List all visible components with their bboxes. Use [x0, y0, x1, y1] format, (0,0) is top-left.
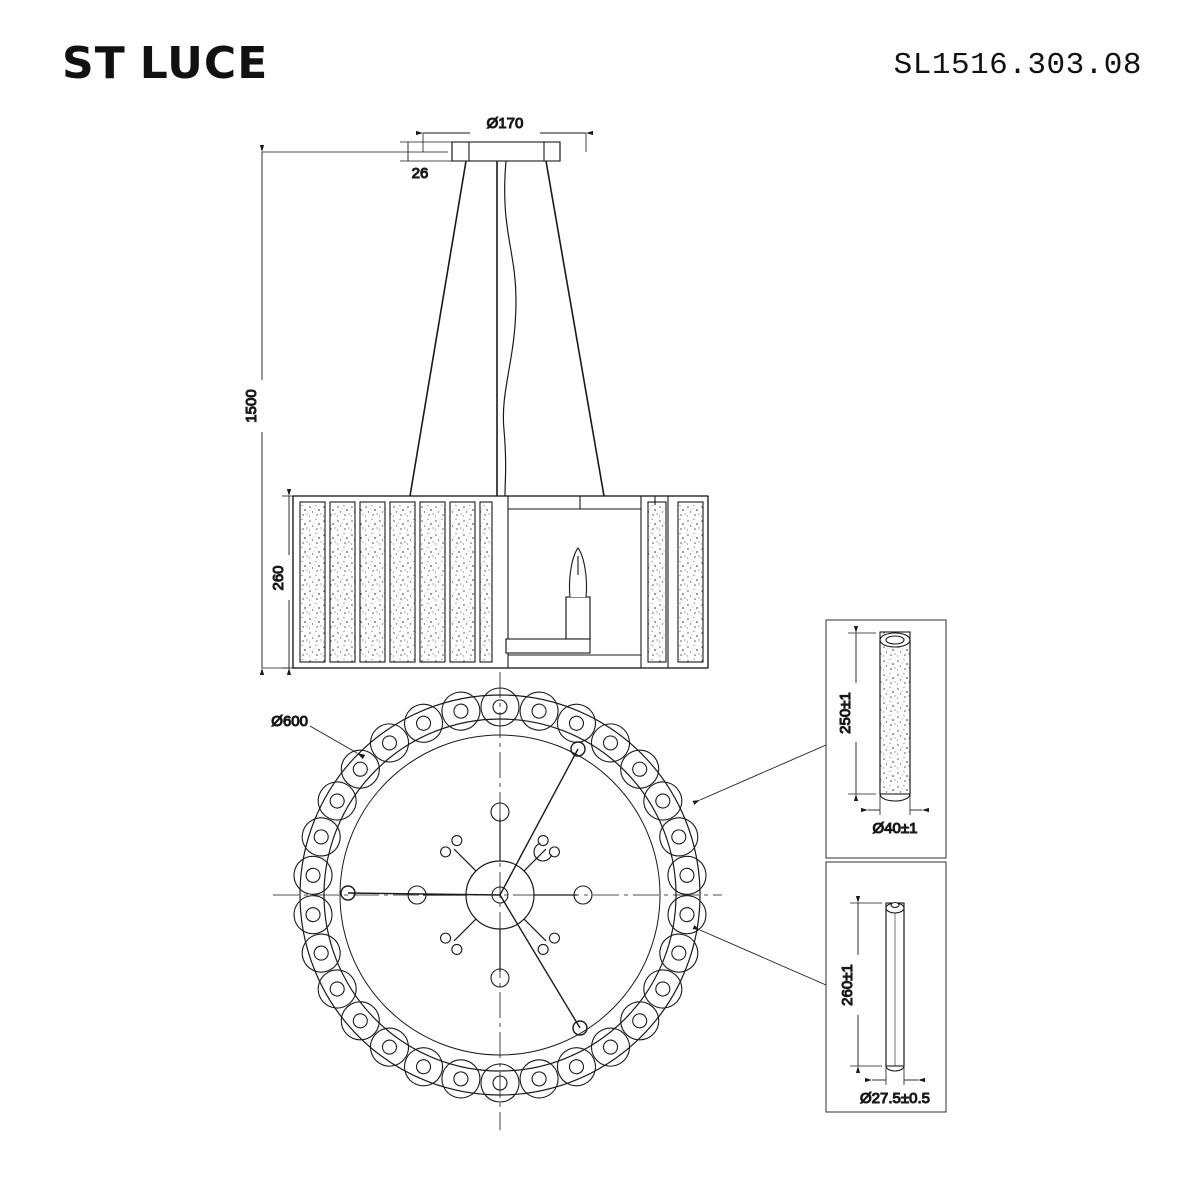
dimension-glass-rod-diameter	[860, 1066, 930, 1107]
dimension-label-shade-height: 260	[270, 565, 287, 591]
ceiling-canopy	[452, 142, 560, 161]
dimension-label-crystal-tube-height: 250±1	[837, 692, 854, 734]
crystal-tube-part	[880, 632, 910, 801]
dimension-label-glass-rod-diameter: Ø27.5±0.5	[860, 1090, 930, 1107]
dimension-label-total-height: 1500	[243, 389, 260, 423]
dimension-glass-rod-height	[839, 903, 882, 1066]
dimension-canopy-height	[400, 142, 455, 182]
plan-suspension-spokes	[341, 742, 587, 1035]
article-number: SL1516.303.08	[893, 48, 1142, 83]
glass-rod-detail	[700, 862, 946, 1112]
brand-logo-luce: LUCE	[139, 38, 269, 89]
dimension-label-glass-rod-height: 260±1	[839, 964, 856, 1006]
brand-logo-st: ST	[62, 38, 126, 89]
plan-hub-and-arms	[341, 742, 592, 1035]
dimension-shade-height	[270, 496, 295, 668]
dimension-label-crystal-tube-diameter: Ø40±1	[872, 820, 918, 837]
dimension-crystal-tube-height	[837, 633, 876, 794]
suspension-cables	[410, 161, 604, 496]
dimension-shade-diameter	[271, 713, 357, 753]
dimension-label-shade-diameter: Ø600	[271, 713, 308, 730]
front-elevation-view	[243, 115, 708, 668]
plan-view	[271, 672, 722, 1130]
glass-rod-part	[886, 903, 904, 1072]
dimension-label-canopy-height: 26	[411, 165, 429, 182]
dimension-label-canopy-diameter: Ø170	[486, 115, 524, 132]
crystal-tube-detail	[700, 620, 946, 858]
